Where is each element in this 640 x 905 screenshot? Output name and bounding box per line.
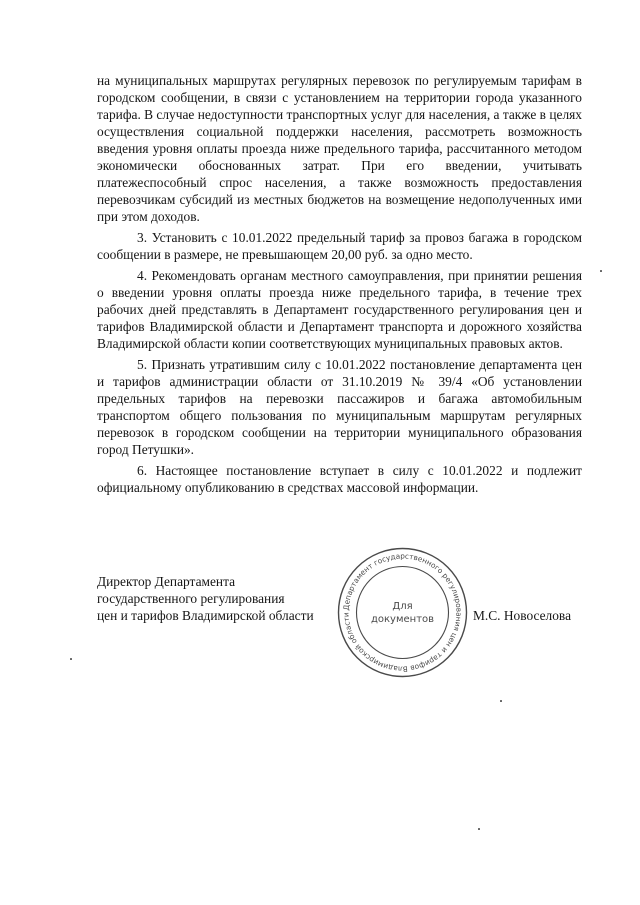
signature-title-line1: Директор Департамента <box>97 574 236 589</box>
signature-title <box>97 573 342 624</box>
document-body <box>97 72 582 496</box>
stamp-center-line2: документов <box>370 614 435 625</box>
paragraph-6: 6. Настоящее постановление вступает в силу с 10.01.2022 и подлежит официальному опубликованию в средствах массовой информации. <box>97 463 582 495</box>
signature-title-line3: цен и тарифов Владимирской области <box>97 608 314 623</box>
signer-name: М.С. Новоселова <box>473 608 572 623</box>
stamp-ring-text: Департамент государственного регулирования цен и тарифов Владимирской области <box>341 551 464 674</box>
official-stamp <box>335 545 470 680</box>
stamp-inner-ring <box>357 567 449 659</box>
scan-speck <box>70 658 72 660</box>
scan-speck <box>500 700 502 702</box>
paragraph-3: 3. Установить с 10.01.2022 предельный тариф за провоз багажа в городском сообщении в размере, не превышающем 20,00 руб. за одно место. <box>97 230 582 262</box>
signature-title-line2: государственного регулирования <box>97 591 285 606</box>
scan-speck <box>478 828 480 830</box>
stamp-center-line1: Для <box>392 601 413 612</box>
paragraph-5: 5. Признать утратившим силу с 10.01.2022 постановление департамента цен и тарифов администрации области от 31.10.2019 № 39/4 «Об установлении предельных тарифов на перевозки пассажиров и багажа автомобильным транспортом общего пользования по муниципальным маршрутам регулярных перевозок в городском сообщении на территории муниципального образования город Петушки». <box>97 357 582 457</box>
paragraph-4: 4. Рекомендовать органам местного самоуправления, при принятии решения о введении уровня оплаты проезда ниже предельного тарифа, в течение трех рабочих дней представлять в Департамент государственного регулирования цен и тарифов Владимирской области и Департамент транспорта и дорожного хозяйства Владимирской области копии соответствующих муниципальных правовых актов. <box>97 268 582 351</box>
scan-speck <box>600 270 602 272</box>
stamp-outer-ring <box>339 549 467 677</box>
paragraph-continuation: на муниципальных маршрутах регулярных перевозок по регулируемым тарифам в городском сообщении, в связи с установлением на территории города указанного тарифа. В случае недоступности транспортных услуг для населения, а также в целях осуществления социальной поддержки населения, рассмотреть возможность введения уровня оплаты проезда ниже предельного тарифа, рассчитанного методом экономически обоснованных затрат. При его введении, учитывать платежеспособный спрос населения, а также возможность предоставления перевозчикам субсидий из местных бюджетов на возмещение недополученных ими при этом доходов. <box>97 73 582 224</box>
